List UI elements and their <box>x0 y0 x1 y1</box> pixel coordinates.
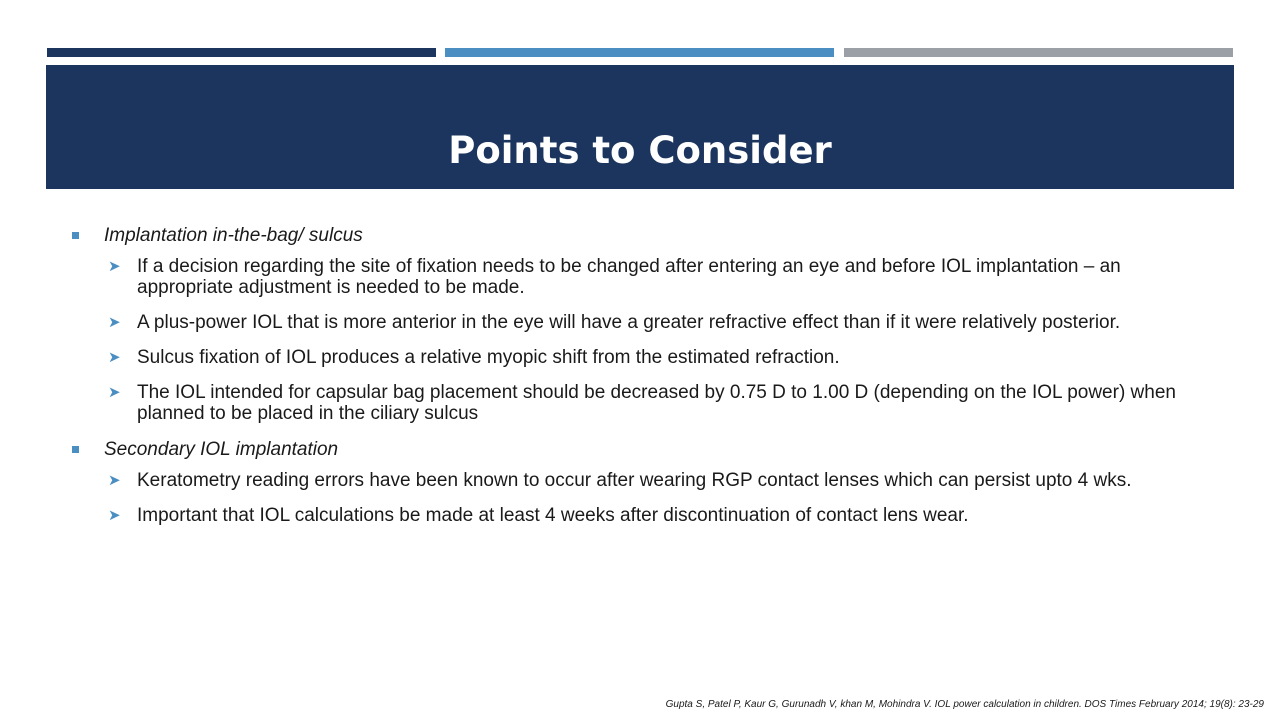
section-heading-text: Implantation in-the-bag/ sulcus <box>104 225 363 246</box>
accent-bar-blue <box>445 48 834 57</box>
list-item-text: The IOL intended for capsular bag placement should be decreased by 0.75 D to 1.00 D (depending on the IOL power) when planned to be placed in the ciliary sulcus <box>137 382 1176 424</box>
list-item <box>72 505 1202 526</box>
list-item-text: Important that IOL calculations be made at least 4 weeks after discontinuation of contact lens wear. <box>137 505 969 526</box>
accent-bar-dark <box>47 48 436 57</box>
list-item-text: If a decision regarding the site of fixation needs to be changed after entering an eye and before IOL implantation – an appropriate adjustment is needed to be made. <box>137 256 1121 298</box>
slide-title: Points to Consider <box>448 129 832 172</box>
list-item <box>72 382 1202 424</box>
section-heading-text: Secondary IOL implantation <box>104 439 339 460</box>
square-bullet-icon <box>72 232 79 239</box>
list-item <box>72 470 1202 491</box>
list-item <box>72 347 1202 368</box>
list-item-text: Sulcus fixation of IOL produces a relative myopic shift from the estimated refraction. <box>137 347 840 368</box>
section-heading <box>72 438 1202 462</box>
list-item <box>72 256 1202 298</box>
slide-content <box>72 224 1202 540</box>
title-band <box>46 65 1234 189</box>
list-item-text: Keratometry reading errors have been known to occur after wearing RGP contact lenses which can persist upto 4 wks. <box>137 470 1132 491</box>
arrow-bullet-icon: ➤ <box>108 258 121 275</box>
arrow-bullet-icon: ➤ <box>108 472 121 489</box>
section-heading <box>72 224 1202 248</box>
arrow-bullet-icon: ➤ <box>108 314 121 331</box>
arrow-bullet-icon: ➤ <box>108 384 121 401</box>
list-item-text: A plus-power IOL that is more anterior in the eye will have a greater refractive effect than if it were relatively posterior. <box>137 312 1121 333</box>
square-bullet-icon <box>72 446 79 453</box>
arrow-bullet-icon: ➤ <box>108 349 121 366</box>
list-item <box>72 312 1202 333</box>
accent-bar-gray <box>844 48 1233 57</box>
citation-footer: Gupta S, Patel P, Kaur G, Gurunadh V, khan M, Mohindra V. IOL power calculation in children. DOS Times February 2014; 19(8): 23-29 <box>665 699 1264 710</box>
arrow-bullet-icon: ➤ <box>108 507 121 524</box>
